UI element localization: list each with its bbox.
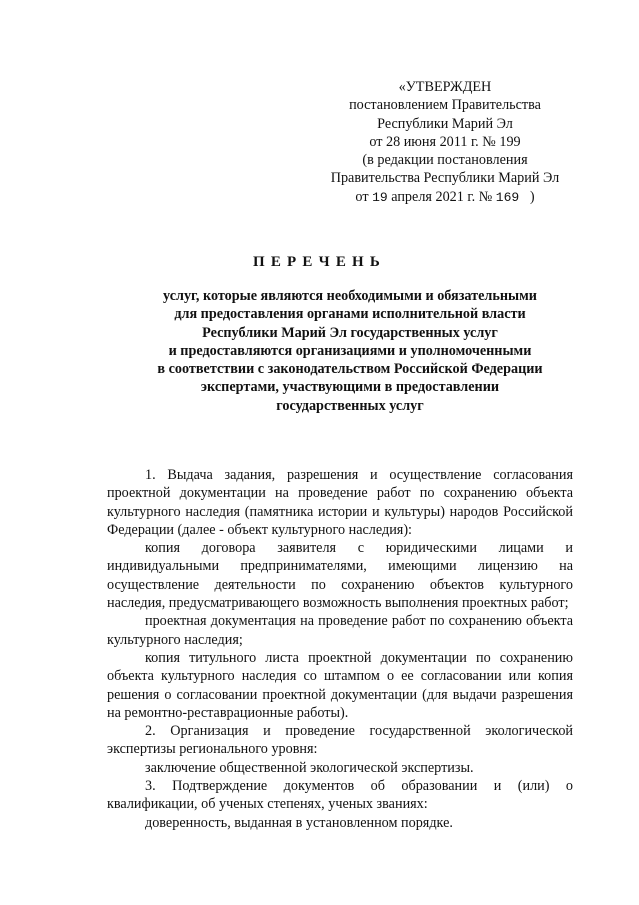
list-item-3: 3. Подтверждение документов об образовании и (или) о квалификации, об ученых степенях, ученых званиях: [107, 778, 573, 813]
subtitle-line: Республики Марий Эл государственных услуг [202, 324, 498, 341]
list-item-2: 2. Организация и проведение государственной экологической экспертизы регионального уровня: [107, 723, 573, 758]
approval-revision-line [300, 188, 590, 207]
subtitle-line: услуг, которые являются необходимыми и обязательными [163, 288, 537, 304]
subtitle-line: государственных услуг [276, 397, 424, 414]
subtitle-line: для предоставления органами исполнительной власти [174, 306, 526, 323]
subtitle-line: и предоставляются организациями и уполномоченными [168, 342, 532, 359]
revision-number: 169 [495, 189, 520, 205]
approval-line: Республики Марий Эл [377, 115, 513, 132]
subtitle-line: в соответствии с законодательством Российской Федерации [157, 361, 543, 378]
document-subtitle [100, 287, 600, 415]
approval-line: (в редакции постановления [362, 152, 528, 169]
approval-line: Правительства Республики Марий Эл [330, 170, 560, 187]
document-body [107, 466, 573, 832]
list-item-detail: заключение общественной экологической экспертизы. [145, 759, 474, 776]
approval-line: постановлением Правительства [349, 97, 541, 114]
list-item-detail: проектная документация на проведение работ по сохранению объекта культурного наследия; [107, 613, 573, 648]
document-title: ПЕРЕЧЕНЬ [252, 254, 387, 270]
revision-prefix: от [355, 188, 369, 205]
revision-month: апреля 2021 г. № [391, 188, 493, 205]
revision-suffix: ) [529, 188, 535, 205]
approval-line: от 28 июня 2011 г. № 199 [369, 133, 521, 150]
approval-block [300, 78, 590, 207]
subtitle-line: экспертами, участвующими в предоставлении [200, 379, 500, 396]
list-item-detail: копия договора заявителя с юридическими лицами и индивидуальными предпринимателями, имеющими лицензию на осуществление деятельности по сохранению объектов культурного наследия, предусматривающего возможность выполнения проектных работ; [107, 540, 573, 612]
approval-heading: «УТВЕРЖДЕН [398, 79, 492, 95]
list-item-detail: доверенность, выданная в установленном порядке. [145, 814, 453, 831]
list-item-1: 1. Выдача задания, разрешения и осуществление согласования проектной документации на проведение работ по сохранению объекта культурного наследия (памятника истории и культуры) народов Российской Федерации (далее - объект культурного наследия): [107, 467, 573, 538]
list-item-detail: копия титульного листа проектной документации по сохранению объекта культурного наследия со штампом о ее согласовании или копия решения о согласовании проектной документации (для выдачи разрешения на ремонтно-реставрационные работы). [107, 649, 573, 721]
revision-day: 19 [372, 189, 388, 205]
